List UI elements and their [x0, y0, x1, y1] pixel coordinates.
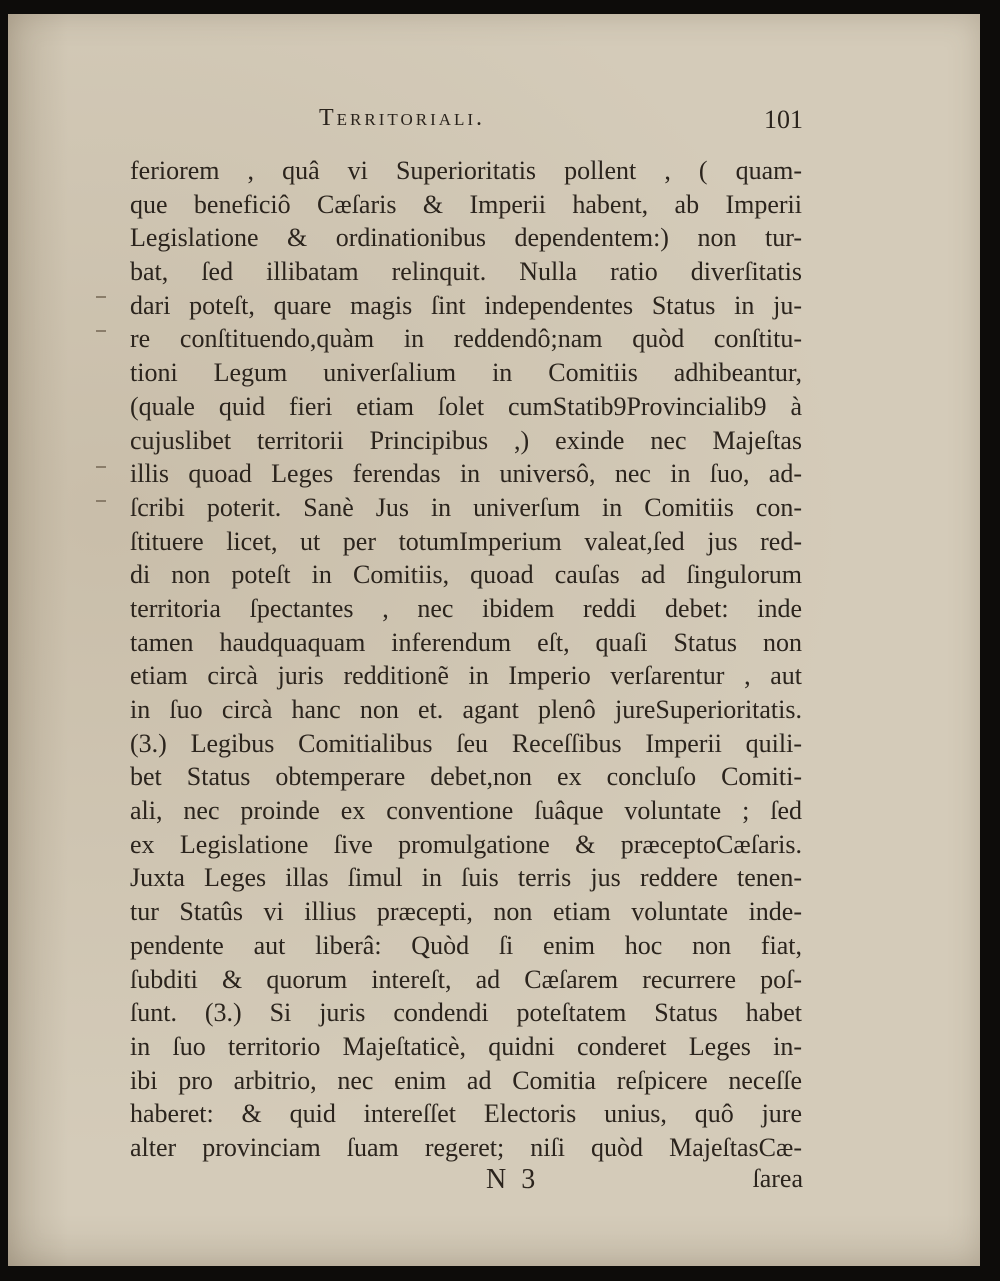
text-line: pendente aut liberâ: Quòd ſi enim hoc non fiat, [130, 930, 802, 960]
text-line: cujuslibet territorii Principibus ,) exinde nec Majeſtas [130, 425, 802, 455]
margin-mark [96, 296, 106, 298]
signature-mark: N 3 [486, 1164, 540, 1195]
text-line: tur Statûs vi illius præcepti, non etiam voluntate inde- [130, 897, 802, 927]
body-text [130, 154, 802, 1165]
text-line: ſcribi poterit. Sanè Jus in univerſum in Comitiis con- [130, 492, 802, 522]
catchword: ſarea [752, 1164, 803, 1193]
text-line: Juxta Leges illas ſimul in ſuis terris jus reddere tenen- [130, 863, 802, 893]
text-line: (quale quid fieri etiam ſolet cumStatib9Provincialib9 à [130, 391, 802, 421]
text-line: bet Status obtemperare debet,non ex concluſo Comiti- [130, 762, 802, 792]
text-line: haberet: & quid intereſſet Electoris unius, quô jure [130, 1099, 802, 1129]
margin-mark [96, 500, 106, 502]
text-line: alter provinciam ſuam regeret; niſi quòd MajeſtasCæ- [130, 1132, 802, 1162]
text-line: etiam circà juris redditionẽ in Imperio verſarentur , aut [130, 661, 802, 691]
text-line: territoria ſpectantes , nec ibidem reddi debet: inde [130, 593, 802, 623]
margin-mark [96, 330, 106, 332]
text-line: dari poteſt, quare magis ſint independentes Status in ju- [130, 290, 802, 320]
text-line: feriorem , quâ vi Superioritatis pollent , ( quam- [130, 156, 802, 185]
text-line: ſtituere licet, ut per totumImperium valeat,ſed jus red- [130, 526, 802, 556]
text-line: ſubditi & quorum intereſt, ad Cæſarem recurrere poſ- [130, 964, 802, 994]
text-line: Legislatione & ordinationibus dependentem:) non tur- [130, 223, 802, 253]
text-line: tioni Legum univerſalium in Comitiis adhibeantur, [130, 358, 802, 388]
text-line: di non poteſt in Comitiis, quoad cauſas ad ſingulorum [130, 560, 802, 590]
book-page [8, 14, 980, 1266]
text-line: ſunt. (3.) Si juris condendi poteſtatem Status habet [130, 998, 802, 1028]
page-number: 101 [764, 105, 803, 134]
text-line: in ſuo territorio Majeſtaticè, quidni conderet Leges in- [130, 1031, 802, 1061]
text-line: tamen haudquaquam inferendum eſt, quaſi Status non [130, 627, 802, 657]
text-line: (3.) Legibus Comitialibus ſeu Receſſibus Imperii quili- [130, 728, 802, 758]
text-line: ibi pro arbitrio, nec enim ad Comitia reſpicere neceſſe [130, 1065, 802, 1095]
page-footer [123, 1164, 803, 1204]
text-line: illis quoad Leges ferendas in universô, nec in ſuo, ad- [130, 459, 802, 489]
text-line: re conſtituendo,quàm in reddendô;nam quòd conſtitu- [130, 324, 802, 354]
text-line: bat, ſed illibatam relinquit. Nulla ratio diverſitatis [130, 257, 802, 287]
text-line: ali, nec proinde ex conventione ſuâque voluntate ; ſed [130, 796, 802, 826]
margin-mark [96, 466, 106, 468]
running-title: Territoriali. [319, 105, 486, 131]
text-line: in ſuo circà hanc non et. agant plenô jureSuperioritatis. [130, 695, 802, 724]
text-line: que beneficiô Cæſaris & Imperii habent, ab Imperii [130, 189, 802, 219]
text-line: ex Legislatione ſive promulgatione & præceptoCæſaris. [130, 829, 802, 859]
page-header [123, 102, 803, 138]
